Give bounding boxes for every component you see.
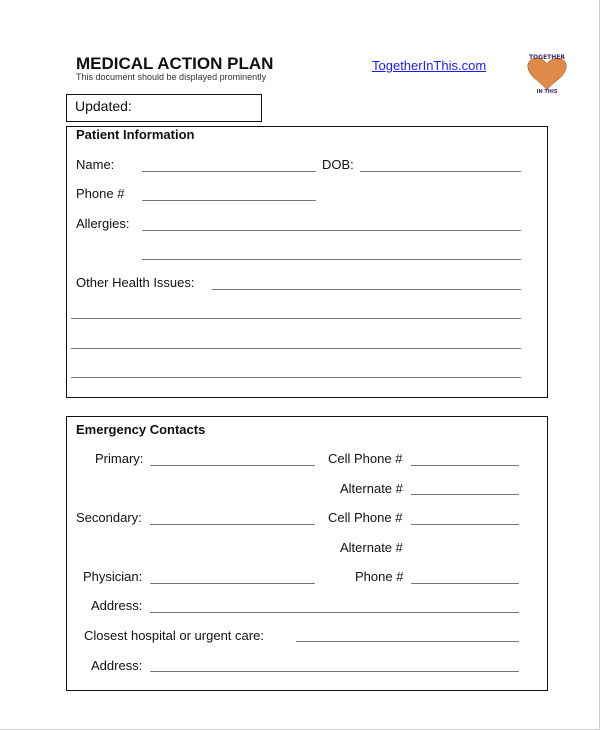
physician-phone-label: Phone #	[355, 569, 404, 584]
other-health-issues-field-3[interactable]	[71, 348, 521, 349]
updated-label: Updated:	[75, 98, 132, 114]
name-label: Name:	[76, 157, 115, 172]
dob-label: DOB:	[322, 157, 354, 172]
primary-cell-label: Cell Phone #	[328, 451, 403, 466]
together-in-this-logo	[520, 50, 574, 94]
allergies-field[interactable]	[142, 230, 521, 231]
physician-field[interactable]	[150, 583, 315, 584]
other-health-issues-label: Other Health Issues:	[76, 275, 195, 290]
patient-information-heading: Patient Information	[76, 127, 195, 142]
allergies-field-2[interactable]	[142, 259, 521, 260]
secondary-alternate-label: Alternate #	[340, 540, 403, 555]
closest-hospital-field[interactable]	[296, 641, 519, 642]
physician-address-label: Address:	[91, 598, 143, 613]
svg-text:IN THIS: IN THIS	[536, 89, 558, 94]
other-health-issues-field-4[interactable]	[71, 377, 521, 378]
primary-field[interactable]	[150, 465, 315, 466]
emergency-contacts-heading: Emergency Contacts	[76, 422, 206, 437]
dob-field[interactable]	[360, 171, 521, 172]
primary-alternate-field[interactable]	[411, 494, 519, 495]
primary-alternate-label: Alternate #	[340, 481, 403, 496]
secondary-field[interactable]	[150, 524, 315, 525]
other-health-issues-field[interactable]	[212, 289, 521, 290]
svg-text:TOGETHER: TOGETHER	[528, 54, 566, 61]
patient-information-section	[66, 126, 548, 398]
physician-address-field[interactable]	[150, 612, 519, 613]
document-title: MEDICAL ACTION PLAN	[76, 54, 274, 73]
allergies-label: Allergies:	[76, 216, 130, 231]
physician-label: Physician:	[83, 569, 143, 584]
secondary-cell-label: Cell Phone #	[328, 510, 403, 525]
primary-label: Primary:	[95, 451, 144, 466]
hospital-address-label: Address:	[91, 658, 143, 673]
document-subtitle: This document should be displayed prominently	[76, 72, 267, 82]
other-health-issues-field-2[interactable]	[71, 318, 521, 319]
name-field[interactable]	[142, 171, 316, 172]
closest-hospital-label: Closest hospital or urgent care:	[84, 628, 264, 643]
updated-field[interactable]	[66, 94, 262, 122]
primary-cell-field[interactable]	[411, 465, 519, 466]
secondary-cell-field[interactable]	[411, 524, 519, 525]
phone-field[interactable]	[142, 200, 316, 201]
hospital-address-field[interactable]	[150, 671, 519, 672]
physician-phone-field[interactable]	[411, 583, 519, 584]
secondary-label: Secondary:	[76, 510, 142, 525]
together-in-this-link[interactable]: TogetherInThis.com	[372, 58, 487, 73]
phone-label: Phone #	[76, 186, 125, 201]
